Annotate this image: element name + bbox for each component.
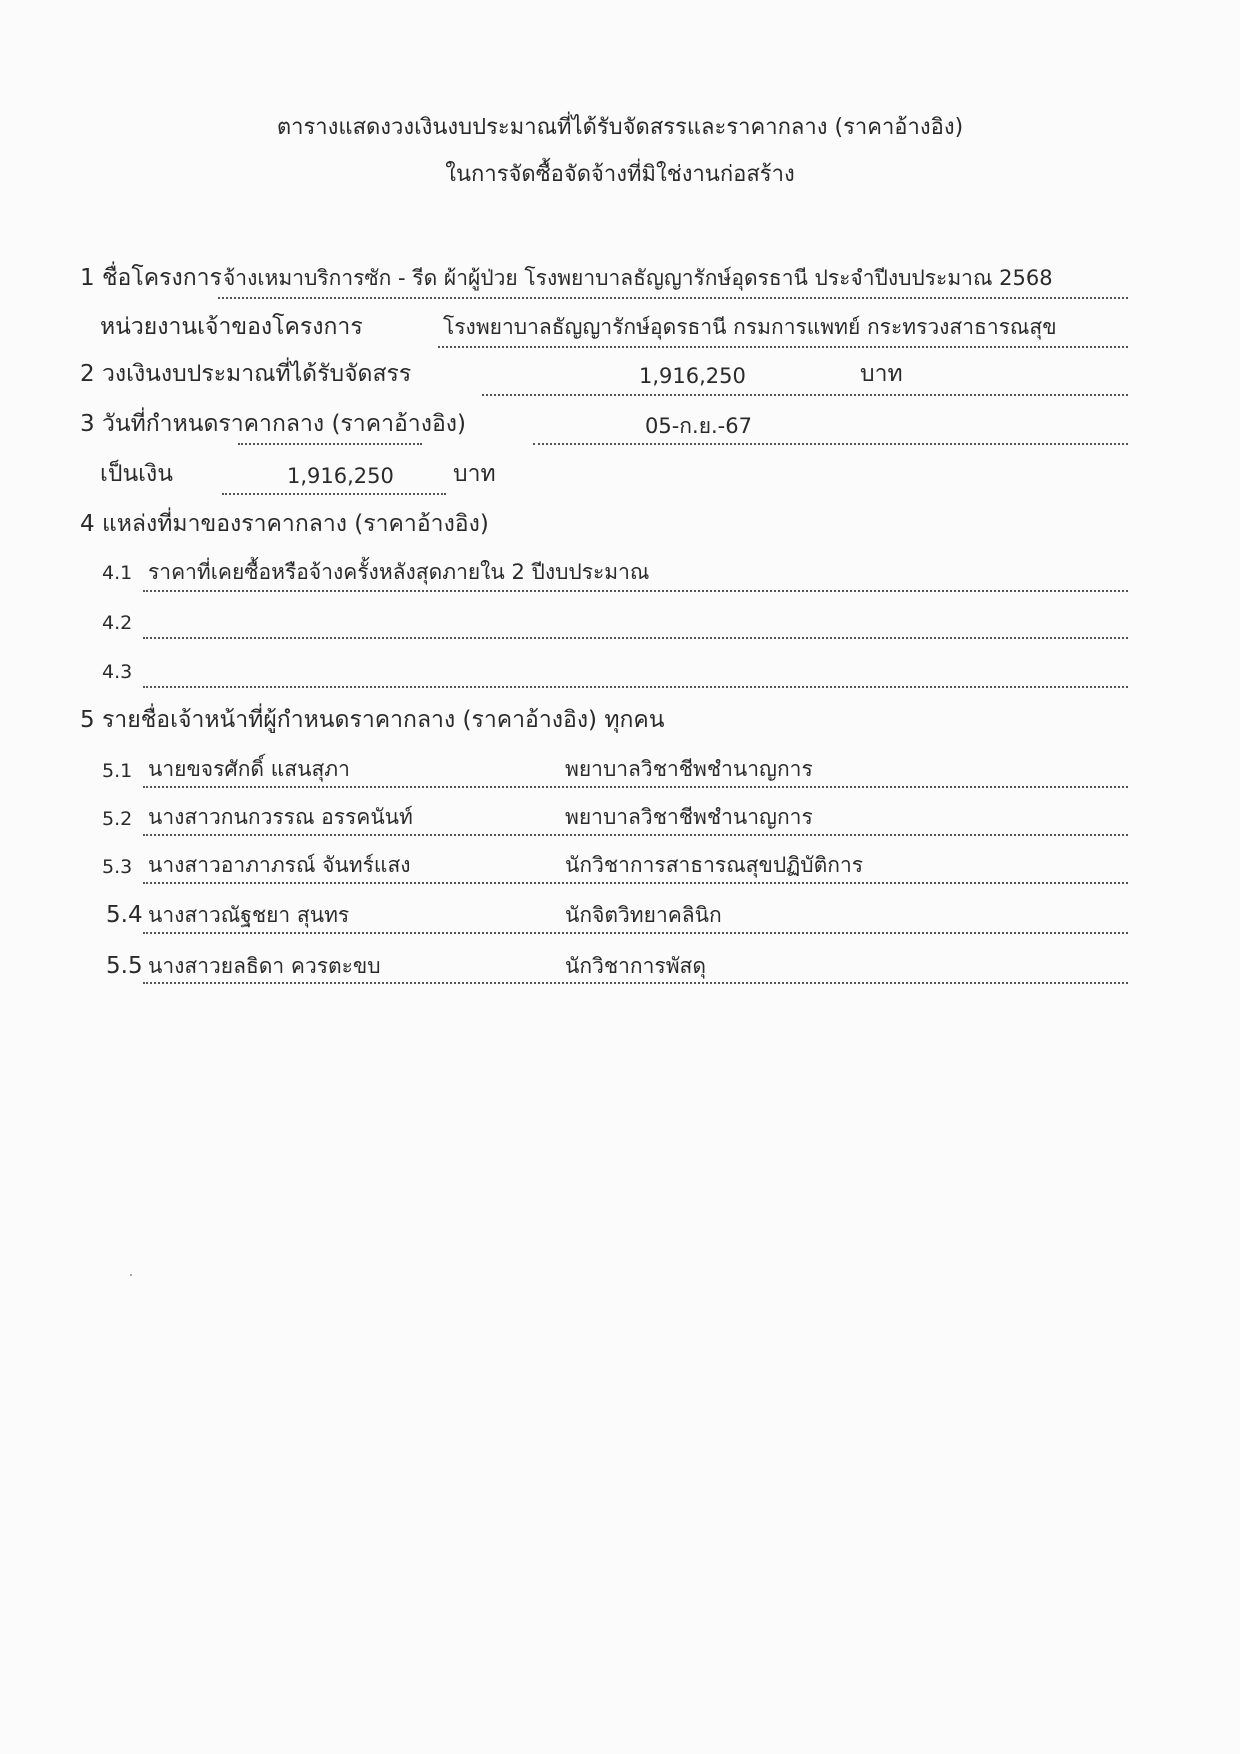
- project-owner-label: หน่วยงานเจ้าของโครงการ: [100, 314, 363, 340]
- price-source-text: ราคาที่เคยซื้อหรือจ้างครั้งหลังสุดภายใน 2 ปีงบประมาณ: [148, 560, 650, 584]
- officer-dotted-line: [143, 882, 1128, 884]
- document-title: ตารางแสดงวงเงินงบประมาณที่ได้รับจัดสรรและราคากลาง (ราคาอ้างอิง): [276, 115, 964, 140]
- officer-number: 5.4: [106, 902, 143, 928]
- project-name-label: 1 ชื่อโครงการ: [80, 265, 222, 291]
- officer-name: นางสาวณัฐชยา สุนทร: [148, 903, 350, 927]
- officer-dotted-line: [143, 982, 1128, 984]
- budget-dotted-line: [482, 394, 1128, 396]
- budget-label: 2 วงเงินงบประมาณที่ได้รับจัดสรร: [80, 361, 412, 387]
- officer-number: 5.3: [102, 856, 133, 878]
- scan-speck: [130, 1274, 132, 1276]
- officer-dotted-line: [143, 834, 1128, 836]
- officer-name: นางสาวยลธิดา ควรตะขบ: [148, 954, 381, 978]
- price-source-number: 4.3: [102, 661, 133, 683]
- officer-position: นักจิตวิทยาคลินิก: [565, 903, 722, 927]
- price-source-number: 4.1: [102, 562, 133, 584]
- document-subtitle: ในการจัดซื้อจัดจ้างที่มิใช่งานก่อสร้าง: [445, 162, 795, 187]
- price-source-number: 4.2: [102, 612, 133, 634]
- reference-amount-dotted-line: [222, 493, 446, 495]
- officer-position: พยาบาลวิชาชีพชำนาญการ: [565, 805, 813, 829]
- price-source-dotted-line: [143, 637, 1128, 639]
- budget-amount: 1,916,250: [639, 364, 746, 388]
- officer-position: พยาบาลวิชาชีพชำนาญการ: [565, 757, 813, 781]
- officer-name: นายขจรศักดิ์ แสนสุภา: [148, 757, 350, 781]
- officer-number: 5.5: [106, 953, 143, 979]
- reference-date-value: 05-ก.ย.-67: [645, 414, 752, 438]
- reference-date-label-underline: [238, 443, 422, 445]
- officer-number: 5.1: [102, 760, 133, 782]
- officer-position: นักวิชาการพัสดุ: [565, 954, 706, 978]
- officer-dotted-line: [143, 932, 1128, 934]
- reference-date-dotted-line: [533, 443, 1128, 445]
- project-name-value: จ้างเหมาบริการซัก - รีด ผ้าผู้ป่วย โรงพยาบาลธัญญารักษ์อุดรธานี ประจำปีงบประมาณ 2568: [223, 266, 1053, 290]
- officer-number: 5.2: [102, 808, 133, 830]
- officer-dotted-line: [143, 786, 1128, 788]
- reference-amount-label: เป็นเงิน: [100, 461, 173, 487]
- officer-name: นางสาวกนกวรรณ อรรคนันท์: [148, 805, 413, 829]
- officers-label: 5 รายชื่อเจ้าหน้าที่ผู้กำหนดราคากลาง (ราคาอ้างอิง) ทุกคน: [80, 707, 665, 733]
- reference-amount-unit: บาท: [453, 461, 496, 487]
- price-source-dotted-line: [143, 590, 1128, 592]
- project-owner-dotted-line: [438, 346, 1128, 348]
- reference-date-label: 3 วันที่กำหนดราคากลาง (ราคาอ้างอิง): [80, 411, 466, 437]
- project-owner-value: โรงพยาบาลธัญญารักษ์อุดรธานี กรมการแพทย์ กระทรวงสาธารณสุข: [443, 315, 1057, 339]
- price-source-label: 4 แหล่งที่มาของราคากลาง (ราคาอ้างอิง): [80, 511, 489, 537]
- officer-name: นางสาวอาภาภรณ์ จันทร์แสง: [148, 853, 411, 877]
- budget-unit: บาท: [860, 361, 903, 387]
- project-name-dotted-line: [218, 297, 1128, 299]
- officer-position: นักวิชาการสาธารณสุขปฏิบัติการ: [565, 853, 864, 877]
- reference-amount-value: 1,916,250: [287, 464, 394, 488]
- price-source-dotted-line: [143, 686, 1128, 688]
